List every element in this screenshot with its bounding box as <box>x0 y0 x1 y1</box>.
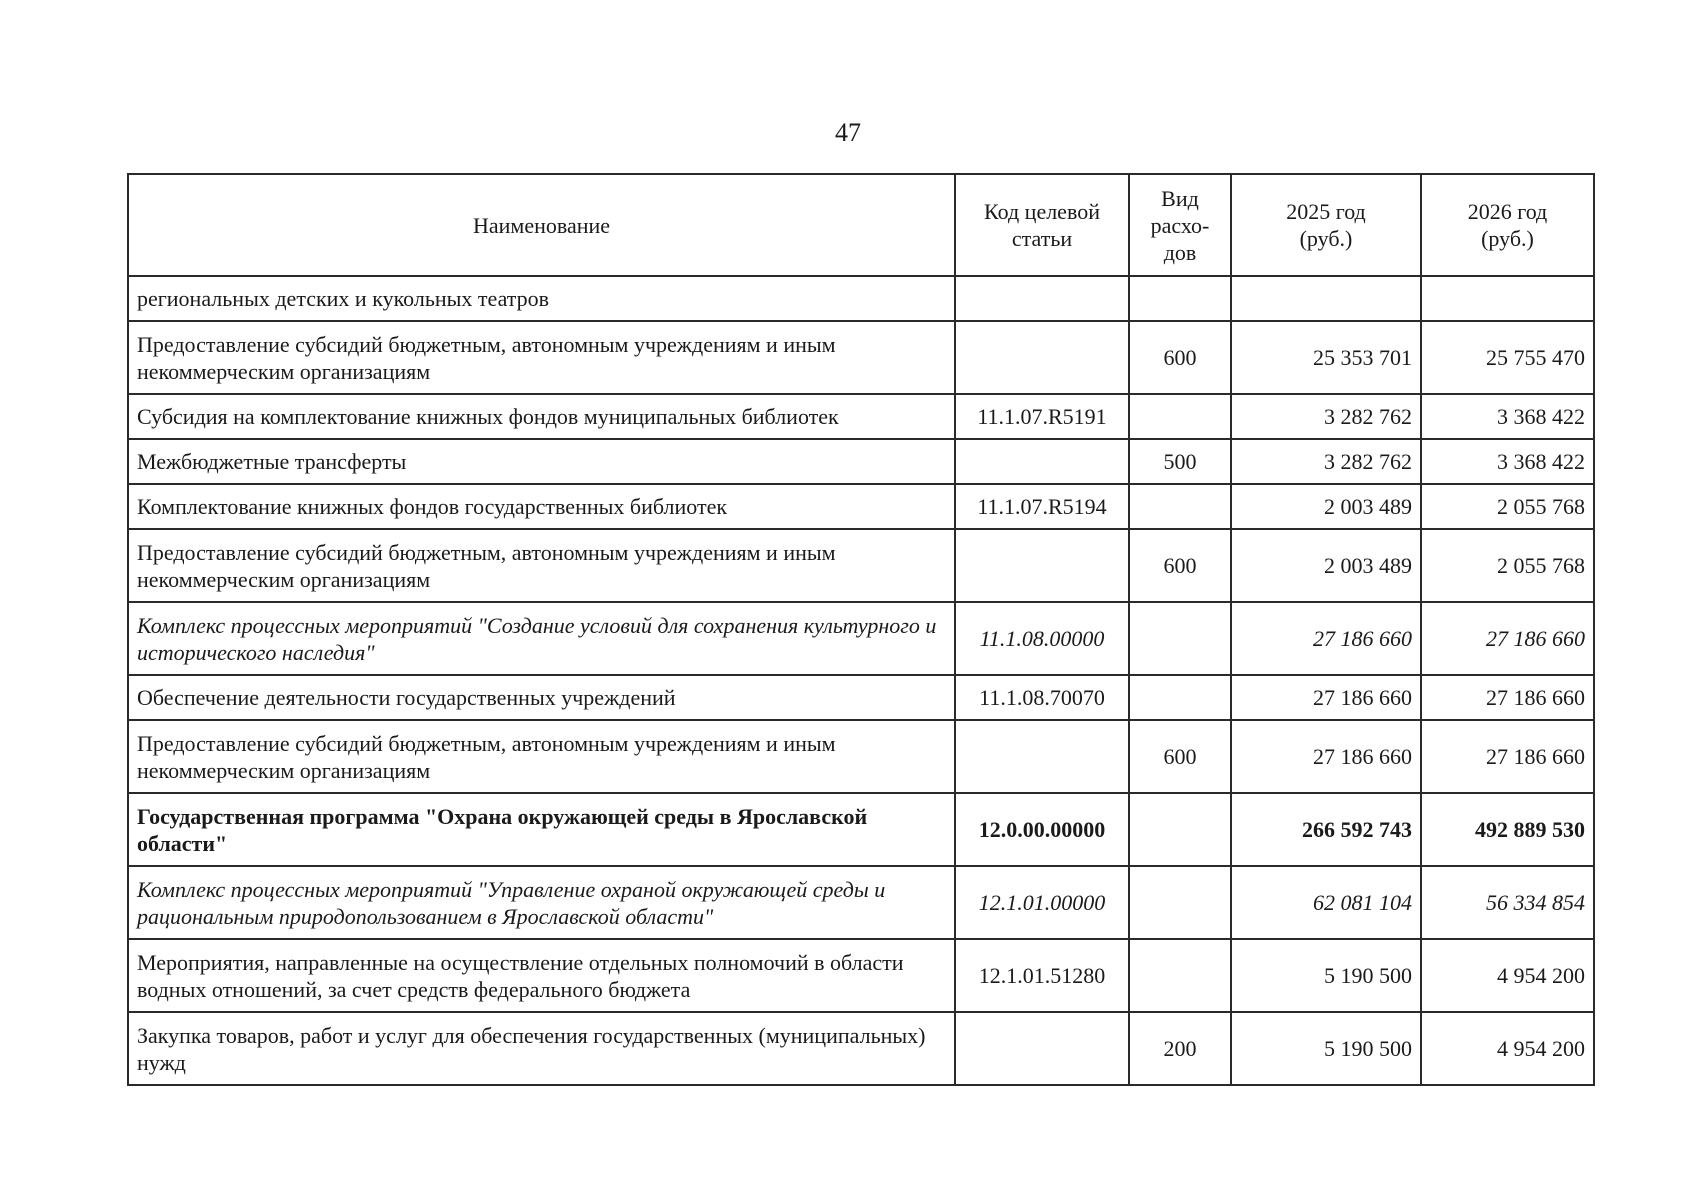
cell-kind: 600 <box>1129 720 1231 793</box>
cell-kind <box>1129 866 1231 939</box>
cell-2025: 266 592 743 <box>1231 793 1421 866</box>
cell-2025: 27 186 660 <box>1231 602 1421 675</box>
cell-name: Комплекс процессных мероприятий "Создание условий для сохранения культурного и исторического наследия" <box>128 602 955 675</box>
cell-code: 11.1.08.70070 <box>955 675 1129 720</box>
cell-2026: 4 954 200 <box>1421 939 1594 1012</box>
cell-name: Комплекс процессных мероприятий "Управление охраной окружающей среды и рациональным природопользованием в Ярославской области" <box>128 866 955 939</box>
cell-kind: 600 <box>1129 321 1231 394</box>
cell-2026: 2 055 768 <box>1421 529 1594 602</box>
cell-2026: 492 889 530 <box>1421 793 1594 866</box>
cell-2026: 3 368 422 <box>1421 439 1594 484</box>
cell-2026: 3 368 422 <box>1421 394 1594 439</box>
cell-name: Субсидия на комплектование книжных фондов муниципальных библиотек <box>128 394 955 439</box>
cell-kind: 500 <box>1129 439 1231 484</box>
cell-kind: 200 <box>1129 1012 1231 1085</box>
header-2025: 2025 год (руб.) <box>1231 174 1421 276</box>
header-kind: Вид расхо-дов <box>1129 174 1231 276</box>
table-row <box>128 484 1594 529</box>
cell-2025: 62 081 104 <box>1231 866 1421 939</box>
cell-name: Межбюджетные трансферты <box>128 439 955 484</box>
cell-2026 <box>1421 276 1594 321</box>
table-row <box>128 529 1594 602</box>
cell-kind <box>1129 276 1231 321</box>
page-number: 47 <box>835 118 861 147</box>
cell-name: региональных детских и кукольных театров <box>128 276 955 321</box>
table-row <box>128 1012 1594 1085</box>
cell-name: Государственная программа "Охрана окружающей среды в Ярославской области" <box>128 793 955 866</box>
table-header-row <box>128 174 1594 276</box>
cell-2026: 27 186 660 <box>1421 675 1594 720</box>
cell-kind: 600 <box>1129 529 1231 602</box>
cell-2025: 25 353 701 <box>1231 321 1421 394</box>
header-2026: 2026 год (руб.) <box>1421 174 1594 276</box>
table-row <box>128 439 1594 484</box>
cell-2026: 27 186 660 <box>1421 602 1594 675</box>
cell-name: Предоставление субсидий бюджетным, автономным учреждениям и иным некоммерческим организациям <box>128 529 955 602</box>
cell-code <box>955 529 1129 602</box>
table-row <box>128 866 1594 939</box>
cell-code: 11.1.08.00000 <box>955 602 1129 675</box>
table-row <box>128 276 1594 321</box>
cell-name: Комплектование книжных фондов государственных библиотек <box>128 484 955 529</box>
cell-kind <box>1129 602 1231 675</box>
cell-2026: 4 954 200 <box>1421 1012 1594 1085</box>
cell-name: Мероприятия, направленные на осуществление отдельных полномочий в области водных отношений, за счет средств федерального бюджета <box>128 939 955 1012</box>
cell-code: 11.1.07.R5191 <box>955 394 1129 439</box>
cell-kind <box>1129 939 1231 1012</box>
table-row <box>128 939 1594 1012</box>
cell-code: 12.0.00.00000 <box>955 793 1129 866</box>
cell-code: 11.1.07.R5194 <box>955 484 1129 529</box>
table-row <box>128 394 1594 439</box>
cell-2025 <box>1231 276 1421 321</box>
cell-2025: 2 003 489 <box>1231 484 1421 529</box>
cell-2025: 27 186 660 <box>1231 675 1421 720</box>
cell-code <box>955 321 1129 394</box>
cell-code: 12.1.01.00000 <box>955 866 1129 939</box>
cell-name: Обеспечение деятельности государственных учреждений <box>128 675 955 720</box>
cell-kind <box>1129 793 1231 866</box>
table-row <box>128 793 1594 866</box>
cell-code <box>955 1012 1129 1085</box>
table-row <box>128 720 1594 793</box>
budget-table <box>127 173 1595 1086</box>
cell-name: Закупка товаров, работ и услуг для обеспечения государственных (муниципальных) нужд <box>128 1012 955 1085</box>
table-row <box>128 321 1594 394</box>
cell-2025: 5 190 500 <box>1231 939 1421 1012</box>
cell-code <box>955 276 1129 321</box>
cell-2026: 27 186 660 <box>1421 720 1594 793</box>
cell-2026: 25 755 470 <box>1421 321 1594 394</box>
cell-kind <box>1129 675 1231 720</box>
cell-code <box>955 439 1129 484</box>
cell-kind <box>1129 484 1231 529</box>
cell-code: 12.1.01.51280 <box>955 939 1129 1012</box>
cell-code <box>955 720 1129 793</box>
cell-name: Предоставление субсидий бюджетным, автономным учреждениям и иным некоммерческим организациям <box>128 720 955 793</box>
table-row <box>128 675 1594 720</box>
header-name: Наименование <box>128 174 955 276</box>
cell-kind <box>1129 394 1231 439</box>
cell-2025: 27 186 660 <box>1231 720 1421 793</box>
cell-2026: 2 055 768 <box>1421 484 1594 529</box>
cell-2025: 2 003 489 <box>1231 529 1421 602</box>
cell-2025: 3 282 762 <box>1231 439 1421 484</box>
cell-2025: 5 190 500 <box>1231 1012 1421 1085</box>
cell-2026: 56 334 854 <box>1421 866 1594 939</box>
cell-2025: 3 282 762 <box>1231 394 1421 439</box>
cell-name: Предоставление субсидий бюджетным, автономным учреждениям и иным некоммерческим организациям <box>128 321 955 394</box>
header-code: Код целевой статьи <box>955 174 1129 276</box>
table-row <box>128 602 1594 675</box>
